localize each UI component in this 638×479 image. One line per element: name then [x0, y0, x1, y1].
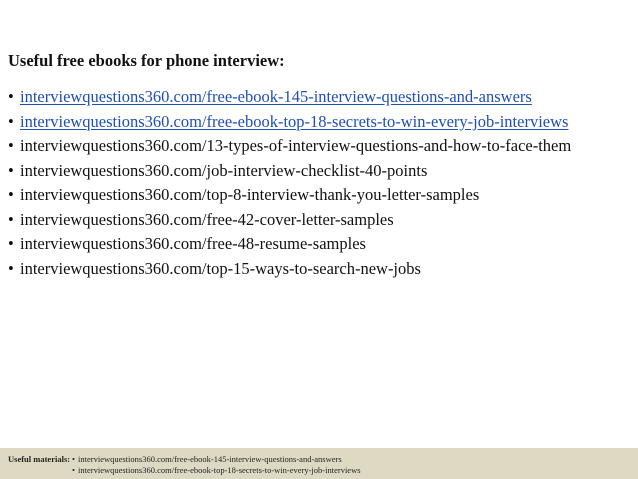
- bullet-icon: •: [72, 454, 75, 464]
- list-item: [8, 134, 571, 159]
- list-item: [8, 257, 571, 282]
- list-item: [8, 159, 571, 184]
- bullet-icon: •: [8, 136, 14, 155]
- ebook-url-text: interviewquestions360.com/job-interview-checklist-40-points: [20, 160, 428, 180]
- ebook-url-text: interviewquestions360.com/free-48-resume-samples: [20, 234, 366, 253]
- ebook-url-text: interviewquestions360.com/13-types-of-interview-questions-and-how-to-face-them: [20, 136, 572, 155]
- list-item: [8, 208, 571, 233]
- bullet-icon: •: [8, 258, 14, 278]
- bullet-icon: •: [8, 111, 14, 131]
- ebook-link[interactable]: interviewquestions360.com/free-ebook-top-18-secrets-to-win-every-job-interviews: [20, 111, 569, 131]
- ebook-url-text: interviewquestions360.com/top-8-interview-thank-you-letter-samples: [20, 185, 480, 204]
- slide-title: Useful free ebooks for phone interview:: [8, 51, 285, 70]
- footer-list-item: [72, 465, 361, 476]
- bullet-icon: •: [8, 87, 14, 106]
- footer-material-text: interviewquestions360.com/free-ebook-145-interview-questions-and-answers: [78, 454, 342, 464]
- bullet-icon: •: [8, 234, 14, 253]
- ebook-link-list: [8, 85, 571, 281]
- footer-materials-list: [72, 454, 361, 475]
- list-item: [8, 232, 571, 257]
- list-item[interactable]: [8, 110, 571, 135]
- bullet-icon: •: [8, 160, 14, 180]
- footer-material-text: interviewquestions360.com/free-ebook-top-18-secrets-to-win-every-job-interviews: [78, 464, 361, 475]
- list-item: [8, 183, 571, 208]
- bullet-icon: •: [72, 464, 75, 475]
- footer-label-text: Useful materials: [8, 454, 68, 464]
- list-item[interactable]: [8, 85, 571, 110]
- ebook-url-text: interviewquestions360.com/free-42-cover-letter-samples: [20, 209, 394, 229]
- footer-label-separator: :: [67, 454, 71, 464]
- footer-bar: [0, 448, 638, 479]
- bullet-icon: •: [8, 209, 14, 229]
- footer-label: [8, 454, 70, 464]
- ebook-link[interactable]: interviewquestions360.com/free-ebook-145-interview-questions-and-answers: [20, 87, 532, 106]
- bullet-icon: •: [8, 185, 14, 204]
- ebook-url-text: interviewquestions360.com/top-15-ways-to-search-new-jobs: [20, 258, 421, 278]
- footer-list-item: [72, 454, 361, 465]
